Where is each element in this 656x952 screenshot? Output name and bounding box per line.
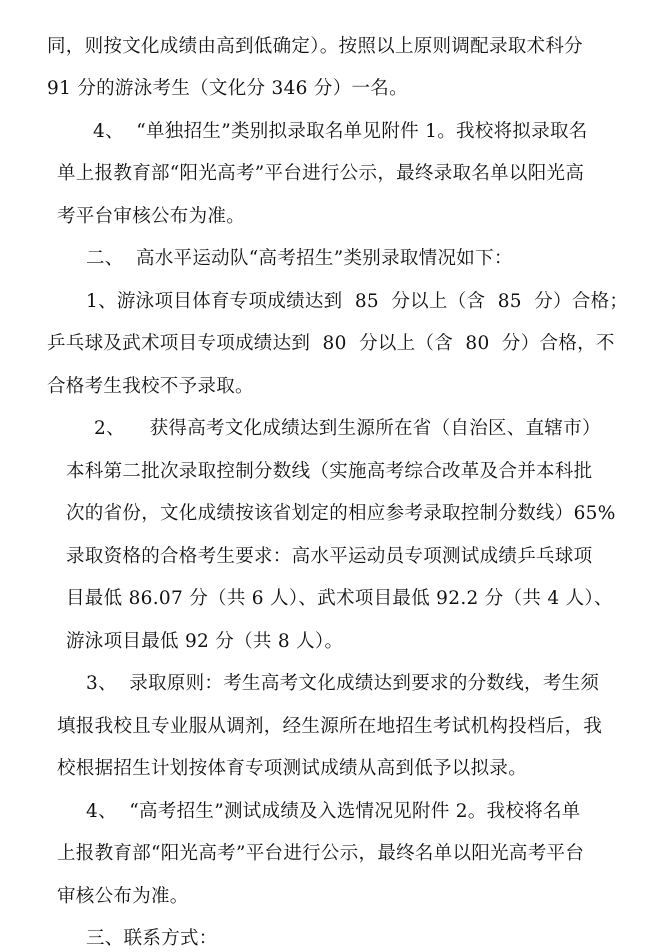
text-line: 录取资格的合格考生要求：高水平运动员专项测试成绩乒乓球项 [66,546,593,567]
text-line: 单上报教育部“阳光高考”平台进行公示，最终录取名单以阳光高 [57,163,585,184]
text-line: 审核公布为准。 [57,886,189,907]
text-line: 1、游泳项目体育专项成绩达到 85 分以上（含 85 分）合格； [86,291,629,312]
text-line: 本科第二批次录取控制分数线（实施高考综合改革及合并本科批 [66,461,593,482]
text-line: 目最低 86.07 分（共 6 人）、武术项目最低 92.2 分（共 4 人）、 [66,588,613,609]
text-line: 考平台审核公布为准。 [57,206,246,227]
text-line: 3、 录取原则：考生高考文化成绩达到要求的分数线，考生须 [86,673,600,694]
text-line: 4、 “单独招生”类别拟录取名单见附件 1。我校将拟录取名 [93,121,588,142]
text-line: 次的省份，文化成绩按该省划定的相应参考录取控制分数线）65% [66,503,616,524]
text-line: 校根据招生计划按体育专项测试成绩从高到低予以拟录。 [57,758,528,779]
text-line: 91 分的游泳考生（文化分 346 分）一名。 [47,78,408,99]
text-line: 2、 获得高考文化成绩达到生源所在省（自治区、直辖市） [94,418,601,439]
text-line: 合格考生我校不予录取。 [47,376,254,397]
text-line: 同，则按文化成绩由高到低确定）。按照以上原则调配录取术科分 [47,36,583,57]
text-line: 游泳项目最低 92 分（共 8 人）。 [66,631,344,652]
text-line: 填报我校且专业服从调剂，经生源所在地招生考试机构投档后，我 [57,716,603,737]
text-line: 4、 “高考招生”测试成绩及入选情况见附件 2。我校将名单 [86,801,581,822]
text-line: 上报教育部“阳光高考”平台进行公示，最终名单以阳光高考平台 [57,843,585,864]
text-line: 乒乓球及武术项目专项成绩达到 80 分以上（含 80 分）合格，不 [47,333,615,354]
text-line: 二、 高水平运动队“高考招生”类别录取情况如下： [86,248,513,269]
text-line: 三、联系方式： [86,928,218,949]
